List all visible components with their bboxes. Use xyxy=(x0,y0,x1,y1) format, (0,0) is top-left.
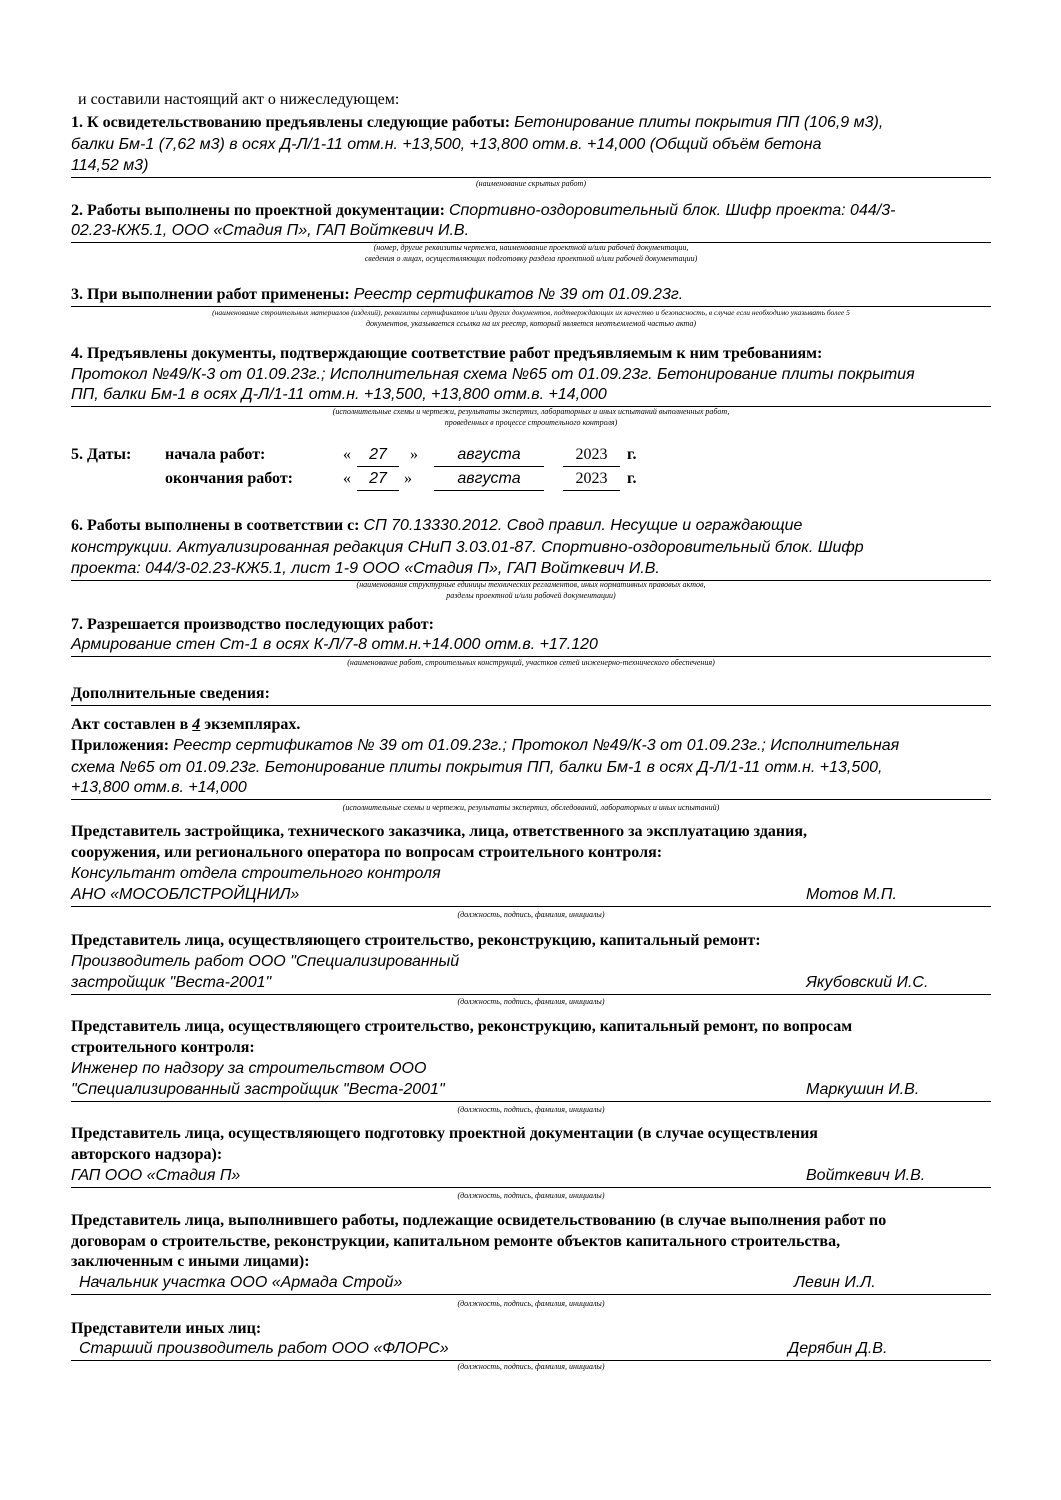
rep2-heading-1: Представитель лица, осуществляющего строительство, реконструкцию, капитальный ремонт: xyxy=(71,932,761,949)
s3-caption-2: документов, указывается ссылка на их реестр, который является неотъемлемой частью акта) xyxy=(365,319,697,328)
s4-label: 4. Предъявлены документы, подтверждающие соответствие работ предъявляемым к ним требованиям: xyxy=(71,345,823,362)
s7-label: 7. Разрешается производство последующих работ: xyxy=(71,616,434,633)
rep3-position-1: Инженер по надзору за строительством ООО xyxy=(71,1060,427,1077)
s1-line-1 xyxy=(71,113,991,134)
rep2-name: Якубовский И.С. xyxy=(806,974,929,991)
s5-end-open-quote: « xyxy=(343,470,351,487)
s2-text-1: Спортивно-оздоровительный блок. Шифр проекта: 044/3- xyxy=(448,202,896,219)
rep5-heading-1: Представитель лица, выполнившего работы, подлежащие освидетельствованию (в случае выполнения работ по xyxy=(71,1212,887,1229)
attach-line-1 xyxy=(71,736,991,757)
rep1-name: Мотов М.П. xyxy=(806,886,897,903)
s1-line-3: 114,52 м3) xyxy=(71,156,991,178)
attach-text-1: Реестр сертификатов № 39 от 01.09.23г.; Протокол №49/К-3 от 01.09.23г.; Исполнительная xyxy=(173,737,900,754)
rep4-name: Войткевич И.В. xyxy=(806,1167,926,1184)
rep6-heading-1: Представители иных лиц: xyxy=(71,1320,262,1337)
rep3-sign-caption: (должность, подпись, фамилия, инициалы) xyxy=(457,1105,605,1114)
rep1-heading-2: сооружения, или регионального оператора по вопросам строительного контроля: xyxy=(71,844,663,861)
rep2-position-2: застройщик "Веста-2001" xyxy=(71,973,991,995)
s5-start-close-quote: » xyxy=(410,446,418,463)
s6-caption-1: (наименования структурные единицы технических регламентов, иных нормативных правовых актов, xyxy=(356,580,706,589)
s2-label: 2. Работы выполнены по проектной документации: xyxy=(71,202,445,219)
s6-line-3: проекта: 044/3-02.23-КЖ5.1, лист 1-9 ООО «Стадия П», ГАП Войткевич И.В. xyxy=(71,559,991,581)
s4-line-1: Протокол №49/К-3 от 01.09.23г.; Исполнительная схема №65 от 01.09.23г. Бетонирование плиты покрытия xyxy=(71,366,915,383)
rep3-heading-2: строительного контроля: xyxy=(71,1039,255,1056)
s7-caption: (наименование работ, строительных конструкций, участков сетей инженерно-технического обеспечения) xyxy=(347,658,715,667)
rep1-position-2: АНО «МОСОБЛСТРОЙЦНИЛ» xyxy=(71,885,991,907)
rep1-sign-caption: (должность, подпись, фамилия, инициалы) xyxy=(457,910,605,919)
attach-line-2: схема №65 от 01.09.23г. Бетонирование плиты покрытия ПП, балки Бм-1 в осях Д-Л/1-11 отм.н. +13,500, xyxy=(71,759,883,776)
s5-start-year: 2023 xyxy=(563,445,620,467)
rep6-sign-caption: (должность, подпись, фамилия, инициалы) xyxy=(457,1362,605,1371)
s5-start-day: 27 xyxy=(357,445,399,467)
intro-text: и составили настоящий акт о нижеследующем: xyxy=(78,91,400,108)
s4-caption-1: (исполнительные схемы и чертежи, результаты экспертиз, лабораторных и иных испытаний выполненных работ, xyxy=(332,407,730,416)
s7-line-1: Армирование стен Ст-1 в осях К-Л/7-8 отм.н.+14.000 отм.в. +17.120 xyxy=(71,635,991,657)
rep3-position-2: "Специализированный застройщик "Веста-2001" xyxy=(71,1080,991,1102)
s5-end-day: 27 xyxy=(357,469,399,491)
extra-label: Дополнительные сведения: xyxy=(71,684,991,706)
copies-count: 4 xyxy=(192,716,201,733)
s2-line-2: 02.23-КЖ5.1, ООО «Стадия П», ГАП Войткевич И.В. xyxy=(71,221,991,243)
s6-line-2: конструкции. Актуализированная редакция СНиП 3.03.01-87. Спортивно-оздоровительный блок. Шифр xyxy=(71,539,864,556)
s3-text-1: Реестр сертификатов № 39 от 01.09.23г. xyxy=(353,286,684,303)
rep6-name: Дерябин Д.В. xyxy=(788,1340,888,1357)
rep4-heading-1: Представитель лица, осуществляющего подготовку проектной документации (в случае осуществления xyxy=(71,1125,818,1142)
s6-caption-2: разделы проектной и/или рабочей документации) xyxy=(446,591,616,600)
rep4-position-1: ГАП ООО «Стадия П» xyxy=(71,1166,991,1188)
attach-label: Приложения: xyxy=(71,737,170,754)
s5-label: 5. Даты: xyxy=(71,446,132,463)
rep2-sign-caption: (должность, подпись, фамилия, инициалы) xyxy=(457,997,605,1006)
rep5-heading-2: договорам о строительстве, реконструкции, капитальном ремонте объектов капитального строительства, xyxy=(71,1233,841,1250)
rep4-heading-2: авторского надзора): xyxy=(71,1146,223,1163)
s5-end-month: августа xyxy=(434,469,544,491)
rep3-heading-1: Представитель лица, осуществляющего строительство, реконструкцию, капитальный ремонт, по вопросам xyxy=(71,1018,853,1035)
s6-line-1 xyxy=(71,516,991,537)
rep2-position-1: Производитель работ ООО "Специализированный xyxy=(71,953,460,970)
attach-caption: (исполнительные схемы и чертежи, результаты экспертиз, обследований, лабораторных и иных испытаний) xyxy=(342,803,720,812)
s5-start-month: августа xyxy=(434,445,544,467)
rep5-sign-caption: (должность, подпись, фамилия, инициалы) xyxy=(457,1299,605,1308)
s1-text-1: Бетонирование плиты покрытия ПП (106,9 м3), xyxy=(514,114,884,131)
s2-line-1 xyxy=(71,201,991,222)
rep1-heading-1: Представитель застройщика, технического заказчика, лица, ответственного за эксплуатацию здания, xyxy=(71,823,808,840)
s5-end-year: 2023 xyxy=(563,469,620,491)
s5-end-year-suffix: г. xyxy=(627,470,637,487)
rep4-sign-caption: (должность, подпись, фамилия, инициалы) xyxy=(457,1191,605,1200)
s1-line-2: балки Бм-1 (7,62 м3) в осях Д-Л/1-11 отм.н. +13,500, +13,800 отм.в. +14,000 (Общий объём бетона xyxy=(71,136,822,153)
s2-caption-1: (номер, другие реквизиты чертежа, наименование проектной и/или рабочей документации, xyxy=(373,243,689,252)
s5-start-label: начала работ: xyxy=(165,446,266,463)
s3-label: 3. При выполнении работ применены: xyxy=(71,286,350,303)
s5-end-label: окончания работ: xyxy=(165,470,294,487)
s6-text-1: СП 70.13330.2012. Свод правил. Несущие и ограждающие xyxy=(363,517,803,534)
s5-start-year-suffix: г. xyxy=(627,446,637,463)
s2-caption-2: сведения о лицах, осуществляющих подготовку раздела проектной и/или рабочей документации) xyxy=(364,254,698,263)
rep5-position-1: Начальник участка ООО «Армада Строй» xyxy=(71,1273,991,1295)
s6-label: 6. Работы выполнены в соответствии с: xyxy=(71,517,360,534)
copies-suffix: экземплярах. xyxy=(204,716,301,733)
s4-caption-2: проведенных в процессе строительного контроля) xyxy=(444,418,618,427)
s5-end-close-quote: » xyxy=(404,470,412,487)
copies-line xyxy=(71,715,991,736)
s3-line-1 xyxy=(71,285,991,307)
rep5-name: Левин И.Л. xyxy=(794,1274,876,1291)
attach-line-3: +13,800 отм.в. +14,000 xyxy=(71,778,991,800)
s1-caption: (наименование скрытых работ) xyxy=(475,179,586,188)
rep6-position-1: Старший производитель работ ООО «ФЛОРС» xyxy=(71,1339,991,1361)
s1-label: 1. К освидетельствованию предъявлены следующие работы: xyxy=(71,114,511,131)
s5-start-open-quote: « xyxy=(343,446,351,463)
rep5-heading-3: заключенным с иными лицами): xyxy=(71,1253,310,1270)
rep3-name: Маркушин И.В. xyxy=(806,1081,920,1098)
s4-line-2: ПП, балки Бм-1 в осях Д-Л/1-11 отм.н. +13,500, +13,800 отм.в. +14,000 xyxy=(71,385,991,407)
copies-prefix: Акт составлен в xyxy=(71,716,189,733)
s3-caption-1: (наименование строительных материалов (изделий), реквизиты сертификатов и/или других документов, подтверждающих их качество и безопасность, в случае если необходимо указывать более 5 xyxy=(212,308,850,317)
rep1-position-1: Консультант отдела строительного контроля xyxy=(71,865,441,882)
